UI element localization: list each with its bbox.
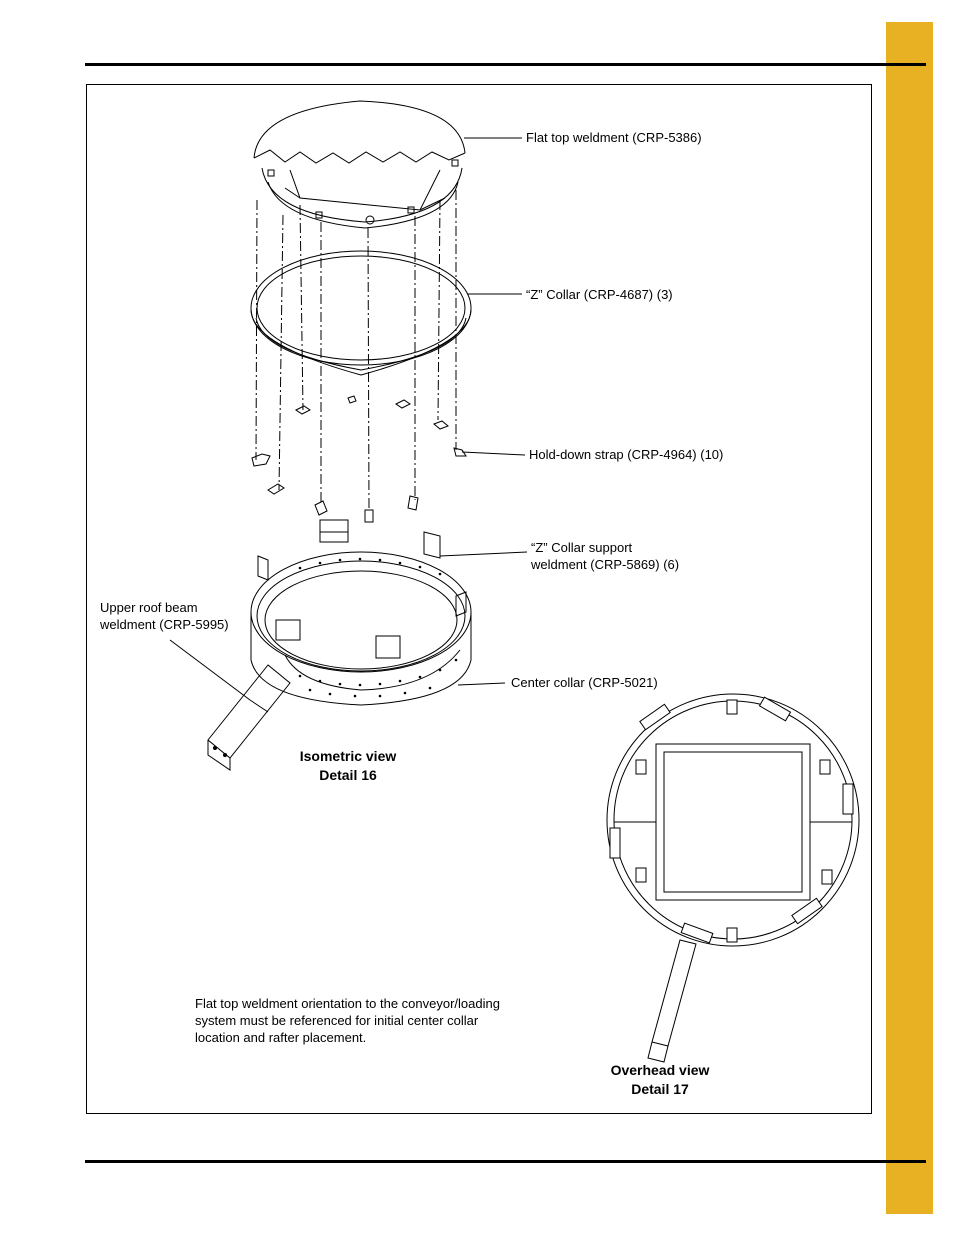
overhead-view-detail: Detail 17 [631, 1081, 689, 1097]
isometric-view-title: Isometric view [299, 748, 397, 764]
z-collar-drawing [251, 251, 471, 375]
orientation-note: Flat top weldment orientation to the conveyor/loading system must be referenced for initial center collar location and rafter placement. [195, 996, 500, 1045]
flat-top-callout: Flat top weldment (CRP-5386) [526, 130, 702, 145]
upper-beam-callout-line1: Upper roof beam [100, 600, 198, 615]
hold-down-callout: Hold-down strap (CRP-4964) (10) [529, 447, 724, 462]
hold-down-straps-drawing [252, 396, 466, 522]
overhead-view-title: Overhead view [610, 1062, 710, 1078]
z-collar-callout: “Z” Collar (CRP-4687) (3) [526, 287, 673, 302]
z-support-callout-line1: “Z” Collar support [531, 540, 633, 555]
center-collar-callout: Center collar (CRP-5021) [511, 675, 658, 690]
z-support-callout-line2: weldment (CRP-5869) (6) [531, 557, 680, 572]
upper-beam-callout-line2: weldment (CRP-5995) [100, 617, 229, 632]
isometric-view-detail: Detail 16 [319, 767, 377, 783]
overhead-view-drawing [607, 694, 859, 1062]
center-collar-drawing [251, 552, 471, 705]
flat-top-weldment-drawing [254, 101, 465, 228]
